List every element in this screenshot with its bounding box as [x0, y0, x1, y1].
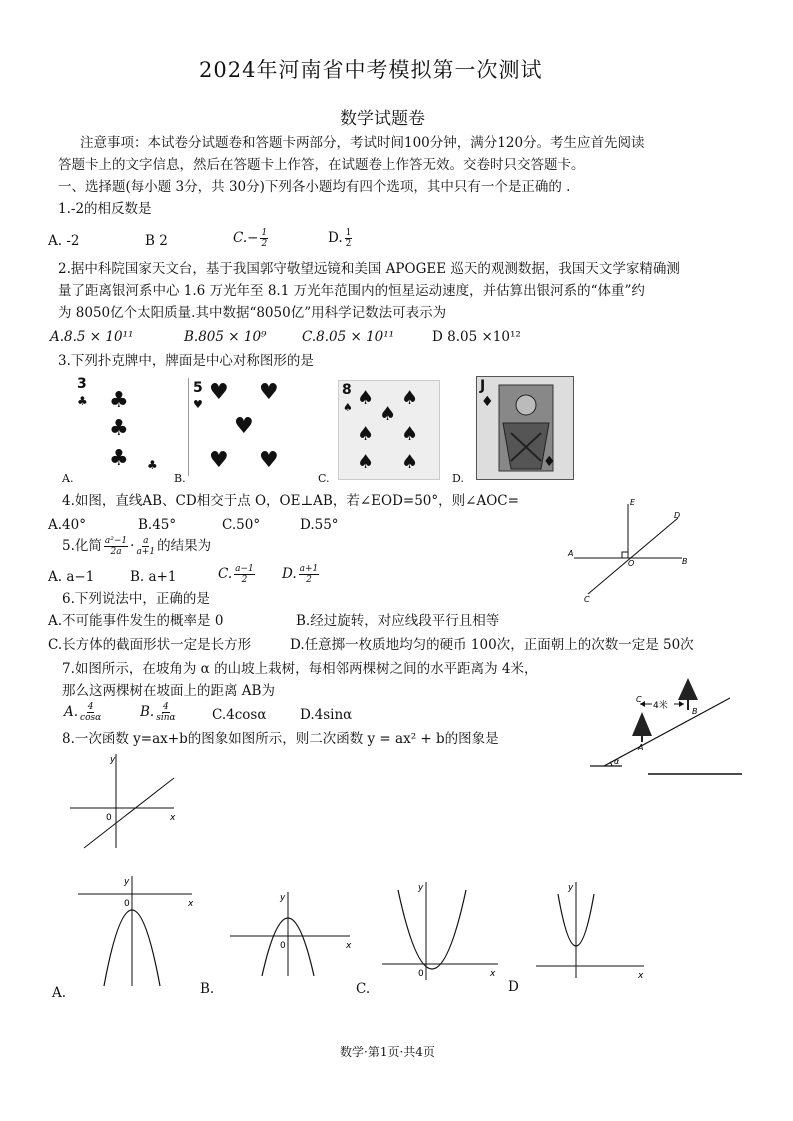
q4-option-c: C.50° [222, 517, 261, 533]
label-d: D [674, 511, 681, 520]
q4-option-a: A.40° [48, 517, 86, 533]
q2-option-d: D 8.05 ×10¹² [432, 329, 521, 345]
club-icon: ♣ [147, 458, 158, 472]
axis-x-label: x [490, 969, 496, 979]
heart-icon: ♥ [193, 398, 203, 411]
notice-line-1: 注意事项：本试卷分试题卷和答题卡两部分，考试时间100分钟，满分120分。考生应首先阅读 [80, 135, 645, 151]
spade-icon: ♠ [401, 451, 419, 473]
q8-option-b: B. [200, 981, 215, 997]
question-2-line-2: 量了距离银河系中心 1.6 万光年至 8.1 万光年范围内的恒星运动速度，并估算出银河系的“体重”约 [58, 283, 645, 299]
origin-label: 0 [124, 899, 130, 909]
card-rank: J [480, 378, 486, 394]
tree-icon [632, 712, 652, 736]
q2-option-c: C.8.05 × 10¹¹ [302, 329, 395, 345]
q8-linear-function-graph [70, 752, 190, 852]
club-icon: ♣ [109, 446, 129, 471]
axis-y-label: y [418, 883, 424, 893]
axis-x-label: x [638, 971, 644, 980]
q7-option-d: D.4sinα [300, 707, 353, 723]
q5-option-c: C. $\frac{a-1}{2}$ [218, 564, 254, 585]
card-rank: 3 [77, 376, 87, 392]
question-2-line-1: 2.据中科院国家天文台，基于我国郭守敬望远镜和美国 APOGEE 巡天的观测数据，我国天文学家精确测 [58, 261, 680, 277]
q6-option-a: A.不可能事件发生的概率是 0 [48, 613, 224, 629]
q1-option-b: B 2 [145, 233, 168, 249]
section-heading: 一、选择题(每小题 3分，共 30分)下列各小题均有四个选项，其中只有一个是正确的 . [58, 179, 571, 195]
q6-option-c: C.长方体的截面形状一定是长方形 [48, 637, 252, 653]
diamond-icon: ♦ [481, 394, 494, 410]
axis-x-label: x [346, 941, 352, 951]
label-b: B [682, 557, 688, 566]
question-4-stem: 4.如图，直线AB、CD相交于点 O，OE⊥AB，若∠EOD=50°，则∠AOC= [62, 493, 519, 509]
label-a: A [568, 549, 574, 558]
tree-icon [678, 678, 698, 700]
heart-icon: ♥ [234, 414, 254, 439]
q7-option-c: C.4cosα [212, 707, 267, 723]
label-alpha: α [614, 757, 620, 766]
q3-option-a: A. [62, 472, 74, 485]
q2-option-a: A.8.5 × 10¹¹ [50, 329, 134, 345]
heart-icon: ♥ [209, 380, 229, 405]
q5-option-d: D. $\frac{a+1}{2}$ [282, 564, 319, 585]
page-footer: 数学·第1页·共4页 [340, 1045, 435, 1059]
q3-option-b: B. [174, 472, 186, 485]
label-c: C [584, 595, 590, 604]
label-distance: 4米 [653, 701, 668, 711]
axis-y-label: y [568, 883, 574, 893]
q6-option-d: D.任意掷一枚质地均匀的硬币 100次，正面朝上的次数一定是 50次 [290, 637, 694, 653]
q1-option-a: A. -2 [48, 233, 80, 249]
card-8-spades [338, 380, 440, 480]
heart-icon: ♥ [209, 448, 229, 473]
card-jack-diamonds [476, 376, 574, 480]
page-title: 2024年河南省中考模拟第一次测试 [199, 58, 543, 82]
heart-icon: ♥ [259, 448, 279, 473]
q3-option-d: D. [452, 472, 464, 485]
origin-label: 0 [418, 969, 424, 979]
club-icon: ♣ [77, 394, 88, 408]
origin-label: 0 [106, 813, 112, 823]
axis-y-label: y [280, 893, 286, 903]
page-subtitle: 数学试题卷 [340, 109, 425, 129]
question-6-stem: 6.下列说法中，正确的是 [62, 591, 210, 607]
axis-x-label: x [188, 899, 194, 909]
club-icon: ♣ [109, 388, 129, 413]
q1-option-c: C.− $\frac{1}{2}$ [233, 228, 268, 249]
card-rank: 5 [193, 380, 203, 396]
q8-option-a: A. [52, 985, 67, 1001]
heart-icon: ♥ [259, 380, 279, 405]
question-5-stem: 5.化简 $\frac{\text{a²−1}}{2a}$ · $\frac{a}{a+1}$ 的结果为 [62, 536, 212, 557]
card-3-clubs [75, 376, 165, 476]
question-7-line-1: 7.如图所示，在坡角为 α 的山坡上栽树，每相邻两棵树之间的水平距离为 4米， [62, 661, 538, 677]
axis-x-label: x [170, 813, 176, 823]
axis-y-label: y [110, 755, 116, 765]
q8-option-c-parabola [380, 880, 505, 985]
q5-option-b: B. a+1 [130, 569, 177, 585]
notice-line-2: 答题卡上的文字信息，然后在答题卡上作答，在试题卷上作答无效。交卷时只交答题卡。 [58, 157, 585, 173]
question-1-stem: 1.-2的相反数是 [58, 201, 152, 217]
q7-option-a: A. $\frac{4}{\cos\alpha}$ [64, 702, 102, 723]
spade-icon: ♠ [357, 423, 375, 445]
q6-option-b: B.经过旋转，对应线段平行且相等 [296, 613, 500, 629]
label-o: O [628, 559, 635, 568]
q3-option-c: C. [318, 472, 330, 485]
q4-option-d: D.55° [300, 517, 339, 533]
diamond-icon: ♦ [543, 454, 556, 470]
q8-option-c: C. [356, 981, 371, 997]
spade-icon: ♠ [401, 423, 419, 445]
q4-intersecting-lines-figure [566, 496, 706, 606]
label-c: C [636, 695, 642, 704]
card-5-hearts [188, 378, 299, 476]
club-icon: ♣ [109, 416, 129, 441]
spade-icon: ♠ [401, 387, 419, 409]
card-rank: 8 [342, 382, 352, 398]
spade-icon: ♠ [379, 403, 397, 425]
label-b: B [692, 707, 698, 716]
q8-option-d-parabola [534, 880, 654, 980]
question-2-line-3: 为 8050亿个太阳质量.其中数据“8050亿”用科学记数法可表示为 [58, 305, 447, 321]
spade-icon: ♠ [357, 451, 375, 473]
q7-slope-trees-figure [580, 670, 748, 780]
q2-option-b: B.805 × 10⁹ [184, 329, 267, 345]
q8-option-d: D [508, 979, 519, 995]
q7-option-b: B. $\frac{4}{\sin\alpha}$ [140, 702, 176, 723]
q5-option-a: A. a−1 [48, 569, 95, 585]
question-8-stem: 8.一次函数 y=ax+b的图象如图所示，则二次函数 y = ax² + b的图象是 [62, 731, 499, 747]
label-e: E [630, 498, 636, 507]
axis-y-label: y [124, 877, 130, 887]
spade-icon: ♠ [343, 401, 353, 414]
q1-option-d: D. $\frac{1}{2}$ [328, 228, 352, 249]
question-3-stem: 3.下列扑克牌中，牌面是中心对称图形的是 [58, 353, 314, 369]
question-7-line-2: 那么这两棵树在坡面上的距离 AB为 [62, 683, 275, 699]
origin-label: 0 [280, 941, 286, 951]
q4-option-b: B.45° [138, 517, 177, 533]
label-a: A [638, 743, 644, 752]
q8-option-a-parabola [74, 874, 204, 989]
q8-option-b-parabola [228, 890, 358, 980]
spade-icon: ♠ [357, 387, 375, 409]
